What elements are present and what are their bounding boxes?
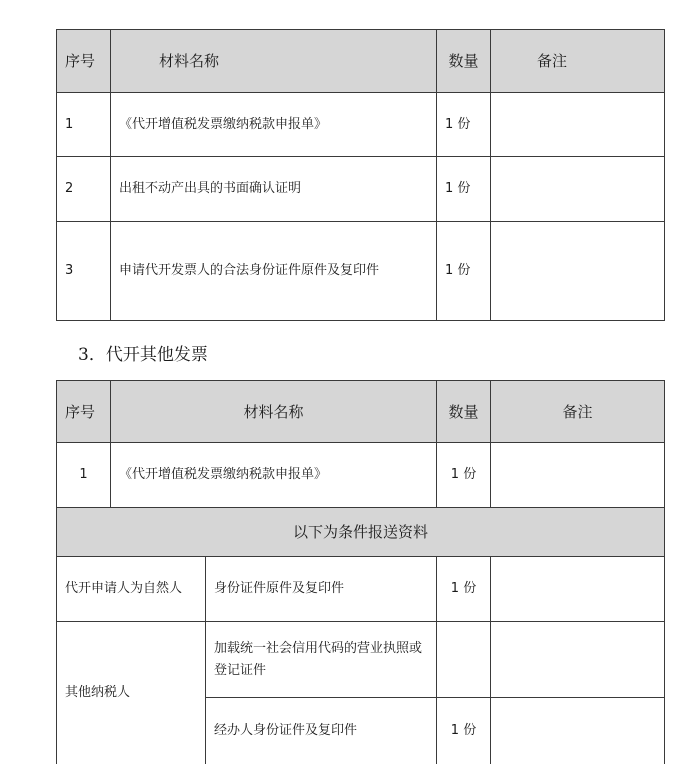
category-other-taxpayer: 其他纳税人 <box>57 622 206 764</box>
row-material-name: 加载统一社会信用代码的营业执照或登记证件 <box>206 622 437 698</box>
row-note <box>491 622 665 698</box>
row-note <box>491 222 665 321</box>
conditional-section-title: 以下为条件报送资料 <box>57 508 665 557</box>
row-qty: 1 份 <box>437 557 491 622</box>
materials-table-1 <box>56 29 665 321</box>
row-note <box>491 443 665 508</box>
materials-table-2 <box>56 380 665 764</box>
section-title: 3．代开其他发票 <box>78 345 208 365</box>
row-material-name: 身份证件原件及复印件 <box>206 557 437 622</box>
table-row <box>57 622 665 698</box>
row-note <box>491 557 665 622</box>
row-no: 1 <box>57 93 111 157</box>
header-cell-qty: 数量 <box>437 381 491 443</box>
table-row <box>57 557 665 622</box>
row-qty <box>437 622 491 698</box>
row-no: 3 <box>57 222 111 321</box>
table-header-row <box>57 381 665 443</box>
row-material-name: 申请代开发票人的合法身份证件原件及复印件 <box>111 222 437 321</box>
table-row <box>57 157 665 222</box>
row-material-name: 《代开增值税发票缴纳税款申报单》 <box>111 93 437 157</box>
row-note <box>491 698 665 764</box>
header-cell-name: 材料名称 <box>111 30 437 93</box>
row-qty: 1 份 <box>437 222 491 321</box>
header-cell-note: 备注 <box>491 30 665 93</box>
row-material-name: 出租不动产出具的书面确认证明 <box>111 157 437 222</box>
header-cell-name: 材料名称 <box>111 381 437 443</box>
table-header-row <box>57 30 665 93</box>
row-qty: 1 份 <box>437 93 491 157</box>
row-qty: 1 份 <box>437 698 491 764</box>
row-note <box>491 157 665 222</box>
header-cell-qty: 数量 <box>437 30 491 93</box>
header-cell-note: 备注 <box>491 381 665 443</box>
table-row <box>57 222 665 321</box>
row-no: 1 <box>57 443 111 508</box>
row-no: 2 <box>57 157 111 222</box>
conditional-section-row <box>57 508 665 557</box>
table-row <box>57 443 665 508</box>
category-natural-person: 代开申请人为自然人 <box>57 557 206 622</box>
row-material-name: 《代开增值税发票缴纳税款申报单》 <box>111 443 437 508</box>
row-note <box>491 93 665 157</box>
header-cell-no: 序号 <box>57 381 111 443</box>
table-row <box>57 93 665 157</box>
header-cell-no: 序号 <box>57 30 111 93</box>
row-material-name: 经办人身份证件及复印件 <box>206 698 437 764</box>
row-qty: 1 份 <box>437 443 491 508</box>
row-qty: 1 份 <box>437 157 491 222</box>
